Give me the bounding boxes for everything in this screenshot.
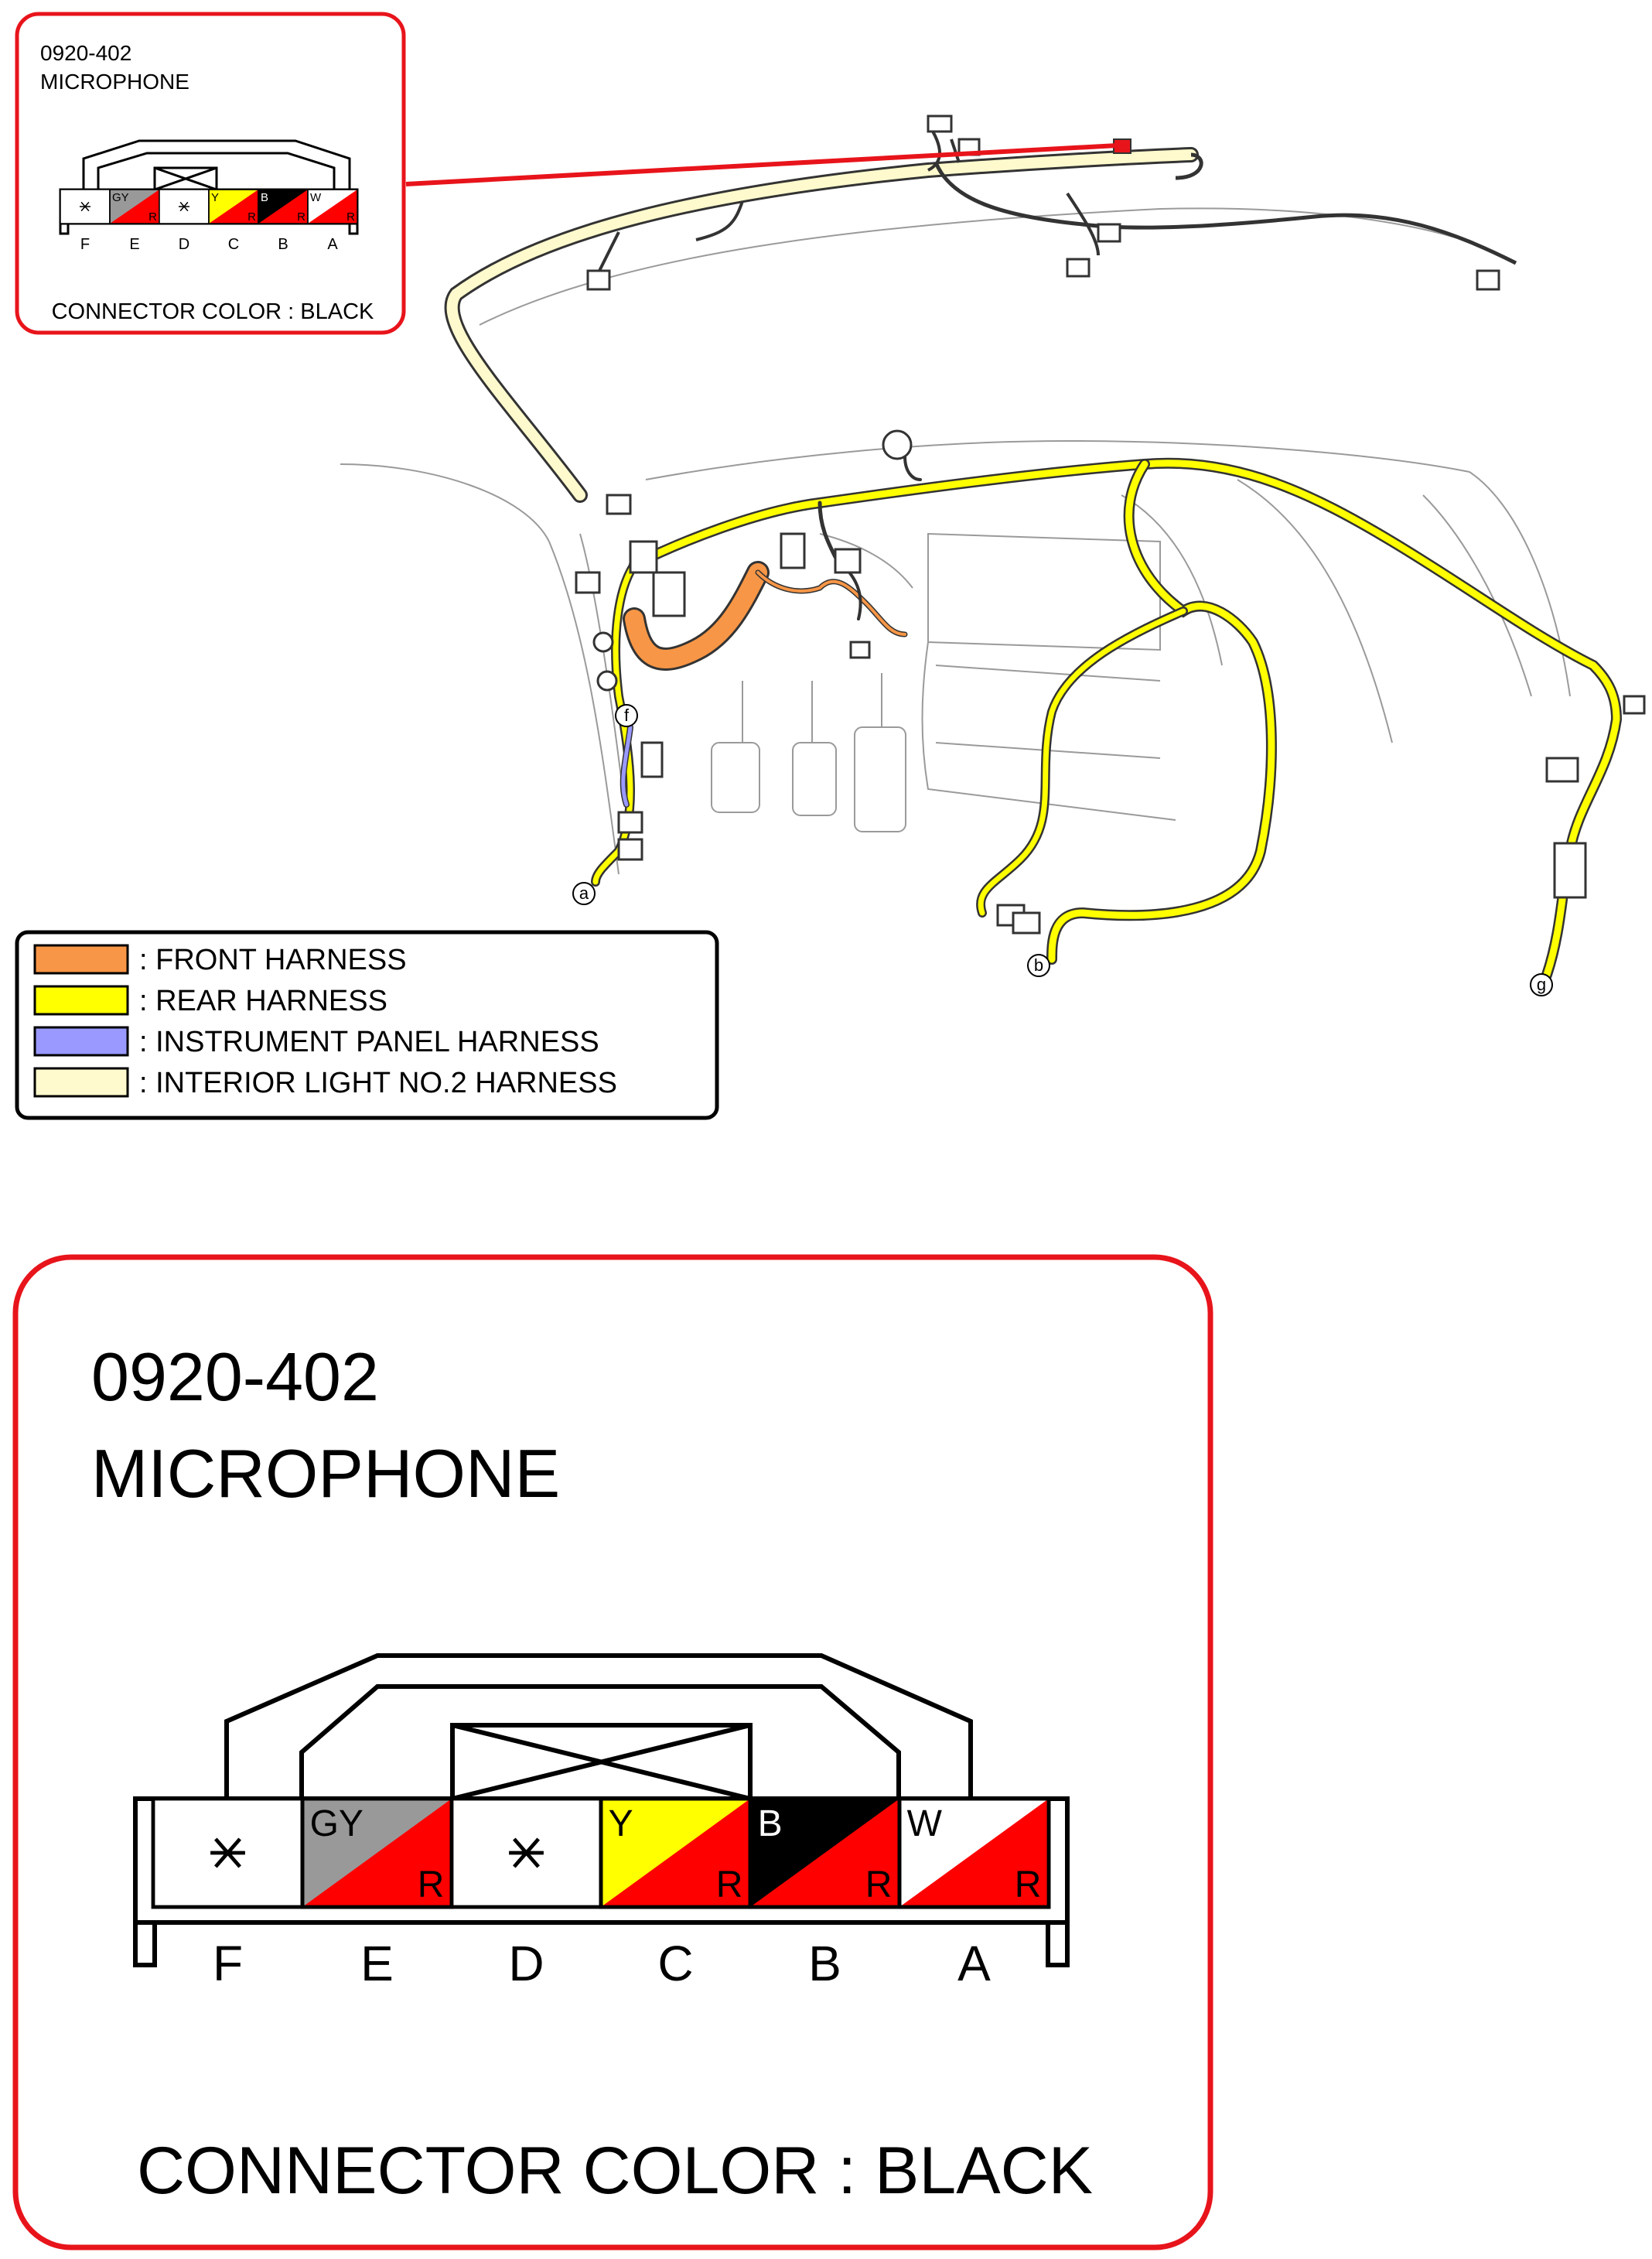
legend-swatch <box>35 986 128 1014</box>
legend-item <box>35 985 387 1017</box>
legend-item <box>35 1067 617 1099</box>
legend-swatch <box>35 945 128 973</box>
small-stripe-color-label: R <box>247 210 256 224</box>
small-stripe-color-label: R <box>297 210 305 224</box>
legend-label: : FRONT HARNESS <box>139 944 407 976</box>
large-pin-letter: B <box>808 1936 841 1991</box>
large-stripe-color-label: R <box>1014 1864 1042 1906</box>
large-pin-letter: F <box>212 1936 244 1991</box>
small-wire-color-label: W <box>310 191 322 204</box>
small-stripe-color-label: R <box>148 210 157 224</box>
legend-label: : INTERIOR LIGHT NO.2 HARNESS <box>139 1067 617 1099</box>
large-stripe-color-label: R <box>417 1864 445 1906</box>
legend-swatch <box>35 1027 128 1055</box>
callout-g <box>1531 974 1552 996</box>
large-stripe-color-label: R <box>715 1864 743 1906</box>
small-pin-letter: F <box>80 236 90 253</box>
large-wire-color-label: W <box>906 1803 942 1844</box>
large-code: 0920-402 <box>91 1338 379 1415</box>
small-code: 0920-402 <box>40 41 132 65</box>
legend-label: : INSTRUMENT PANEL HARNESS <box>139 1026 599 1058</box>
legend-item <box>35 1026 599 1058</box>
harness-legend <box>17 932 717 1118</box>
callout-b-label: b <box>1033 955 1044 975</box>
callout-f <box>616 705 637 726</box>
callout-f-label: f <box>623 706 630 725</box>
legend-label: : REAR HARNESS <box>139 985 387 1017</box>
small-pin-letter: D <box>178 236 190 253</box>
callout-g-label: g <box>1536 975 1547 994</box>
callout-a <box>573 883 595 904</box>
small-pin-letter: A <box>327 236 338 253</box>
large-connector-color: CONNECTOR COLOR : BLACK <box>136 2134 1094 2208</box>
small-name: MICROPHONE <box>40 70 189 94</box>
small-pin-letter: C <box>227 236 240 253</box>
small-wire-color-label: GY <box>112 191 129 204</box>
large-connector-box <box>15 1257 1210 2247</box>
small-stripe-color-label: R <box>346 210 355 224</box>
callout-b <box>1028 955 1050 976</box>
headliner-harness <box>452 116 1516 514</box>
large-pin-letter: A <box>957 1936 991 1991</box>
large-wire-color-label: GY <box>309 1803 364 1844</box>
large-pin-letter: D <box>508 1936 544 1991</box>
small-wire-color-label: B <box>261 191 269 204</box>
large-name: MICROPHONE <box>91 1435 561 1512</box>
small-pin-letter: E <box>129 236 140 253</box>
large-pin-letter: E <box>360 1936 394 1991</box>
small-wire-color-label: Y <box>211 191 220 204</box>
large-wire-color-label: B <box>757 1803 783 1844</box>
small-connector-box <box>17 14 404 333</box>
legend-item <box>35 944 407 976</box>
legend-swatch <box>35 1068 128 1096</box>
callout-a-label: a <box>579 883 589 903</box>
large-stripe-color-label: R <box>865 1864 893 1906</box>
large-pin-letter: C <box>657 1936 694 1991</box>
rear-harness <box>596 431 1644 975</box>
small-pin-letter: B <box>278 236 288 253</box>
large-wire-color-label: Y <box>608 1803 633 1844</box>
small-connector-color: CONNECTOR COLOR : BLACK <box>51 299 374 324</box>
